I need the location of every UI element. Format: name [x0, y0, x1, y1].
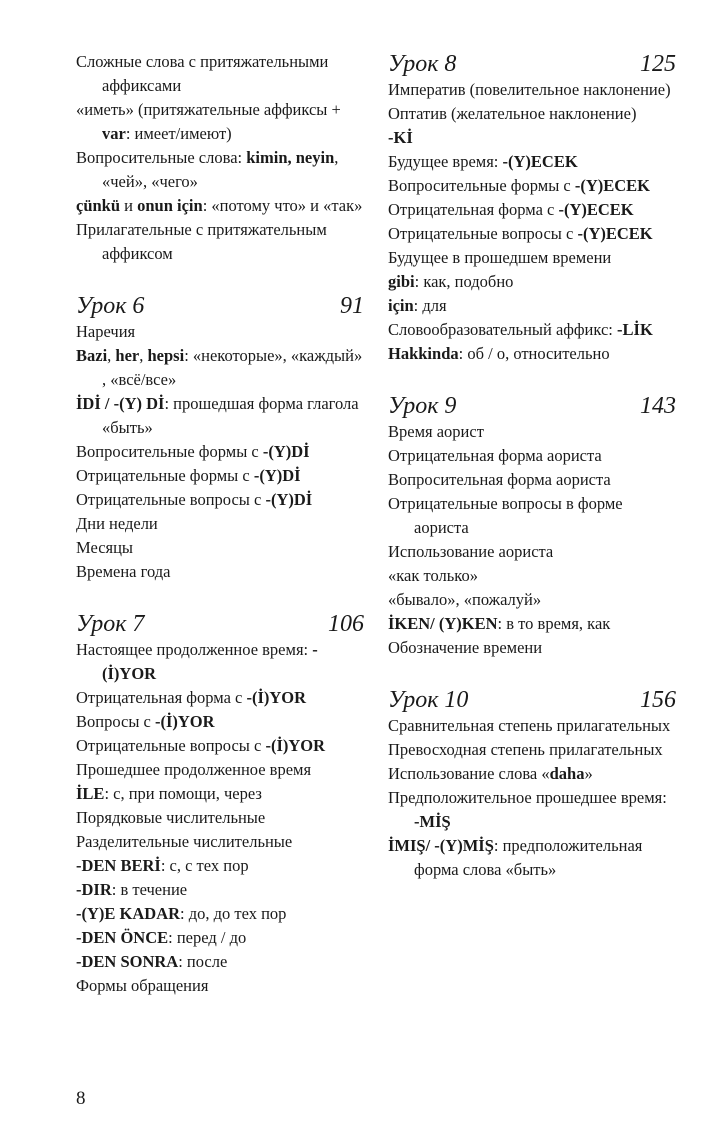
toc-term: İMIŞ/ -(Y)MİŞ	[388, 836, 494, 855]
toc-text: Отрицательная форма аориста	[388, 446, 602, 465]
toc-entry	[388, 762, 676, 786]
toc-term: -(İ)YOR	[102, 640, 318, 683]
toc-term: İDİ / -(Y) Dİ	[76, 394, 165, 413]
lesson-heading	[388, 50, 676, 78]
toc-text: : как, подобно	[414, 272, 514, 291]
toc-text: : перед / до	[168, 928, 247, 947]
toc-text: Времена года	[76, 562, 171, 581]
toc-term: -(Y)ECEK	[577, 224, 653, 243]
toc-term: Bazi	[76, 346, 108, 365]
toc-entry	[76, 560, 364, 584]
toc-entry	[76, 194, 364, 218]
lesson-page: 143	[640, 393, 676, 419]
toc-text: Оптатив (желательное наклонение)	[388, 104, 637, 123]
toc-entry	[76, 710, 364, 734]
toc-entry	[388, 174, 676, 198]
toc-entry	[388, 420, 676, 444]
toc-text: Предположительное прошедшее время:	[388, 788, 667, 807]
toc-text: Формы обращения	[76, 976, 209, 995]
toc-entry	[388, 318, 676, 342]
toc-text: Время аорист	[388, 422, 484, 441]
toc-entry	[76, 344, 364, 392]
toc-text: Дни недели	[76, 514, 158, 533]
lesson-title: Урок 9	[388, 393, 457, 419]
toc-term: -(İ)YOR	[246, 688, 307, 707]
toc-term: -(Y)ECEK	[502, 152, 578, 171]
toc-term: her	[115, 346, 140, 365]
toc-text: Сложные слова с притяжательными аффиксами	[76, 52, 329, 95]
toc-text: Использование слова «	[388, 764, 550, 783]
toc-text: Обозначение времени	[388, 638, 543, 657]
toc-term: -(Y)Dİ	[253, 466, 301, 485]
right-column	[388, 50, 676, 882]
toc-term: Hakkinda	[388, 344, 459, 363]
lesson-heading	[76, 292, 364, 320]
toc-text: ,	[107, 346, 116, 365]
toc-text: Отрицательные вопросы в форме аориста	[388, 494, 623, 537]
toc-entry	[388, 714, 676, 738]
toc-entry	[388, 126, 676, 150]
toc-text: : с, с тех пор	[160, 856, 249, 875]
toc-text: Будущее время:	[388, 152, 503, 171]
toc-text: Разделительные числительные	[76, 832, 293, 851]
lesson-title: Урок 10	[388, 687, 469, 713]
toc-entry	[76, 854, 364, 878]
toc-text: Порядковые числительные	[76, 808, 266, 827]
toc-text: Вопросительные формы с	[76, 442, 263, 461]
toc-text: Наречия	[76, 322, 136, 341]
toc-entry	[388, 540, 676, 564]
toc-text: : «потому что» и «так»	[202, 196, 363, 215]
toc-text: Отрицательные вопросы с	[388, 224, 578, 243]
toc-text: : с, при помощи, через	[104, 784, 262, 803]
toc-text: : предположительная форма слова «быть»	[414, 836, 643, 879]
toc-text: : для	[413, 296, 447, 315]
toc-entry	[388, 612, 676, 636]
lesson-page: 106	[328, 611, 364, 637]
toc-entry	[76, 50, 364, 98]
toc-text: ,	[139, 346, 148, 365]
toc-text: и	[120, 196, 138, 215]
toc-entry	[76, 512, 364, 536]
toc-term: -(İ)YOR	[265, 736, 326, 755]
toc-entry	[76, 950, 364, 974]
toc-text: Прошедшее продолженное время	[76, 760, 312, 779]
toc-text: : в то время, как	[497, 614, 611, 633]
toc-entry	[388, 738, 676, 762]
toc-text: Отрицательные вопросы с	[76, 736, 266, 755]
toc-entry	[388, 198, 676, 222]
toc-entry	[76, 392, 364, 440]
toc-term: İKEN/ (Y)KEN	[388, 614, 498, 633]
toc-term: kimin, neyin	[246, 148, 335, 167]
toc-text: Прилагательные с притяжательным аффиксом	[76, 220, 327, 263]
toc-entry	[76, 830, 364, 854]
toc-term: hepsi	[147, 346, 185, 365]
toc-text: Отрицательная форма с	[76, 688, 247, 707]
toc-entry	[76, 734, 364, 758]
toc-text: : после	[178, 952, 228, 971]
toc-term: -LİK	[617, 320, 653, 339]
toc-term: İLE	[76, 784, 105, 803]
toc-text: , «чей», «чего»	[102, 148, 339, 191]
toc-text: Настоящее продолженное время:	[76, 640, 313, 659]
toc-text: «бывало», «пожалуй»	[388, 590, 542, 609]
lesson-title: Урок 7	[76, 611, 145, 637]
toc-term: gibi	[388, 272, 415, 291]
toc-entry	[388, 150, 676, 174]
toc-text: : до, до тех пор	[180, 904, 287, 923]
toc-entry	[76, 686, 364, 710]
toc-entry	[388, 444, 676, 468]
toc-text: Словообразовательный аффикс:	[388, 320, 618, 339]
toc-term: -(İ)YOR	[154, 712, 215, 731]
toc-text: »	[584, 764, 593, 783]
toc-entry	[76, 536, 364, 560]
toc-entry	[76, 638, 364, 686]
toc-text: Использование аориста	[388, 542, 554, 561]
lesson-page: 156	[640, 687, 676, 713]
toc-entry	[388, 492, 676, 540]
toc-text: Месяцы	[76, 538, 134, 557]
toc-term: için	[388, 296, 414, 315]
toc-text: Отрицательные формы с	[76, 466, 254, 485]
toc-entry	[76, 902, 364, 926]
toc-text: : в течение	[111, 880, 188, 899]
page-number: 8	[76, 1088, 86, 1109]
toc-entry	[388, 342, 676, 366]
toc-text: : прошедшая форма глагола «быть»	[102, 394, 359, 437]
toc-entry	[76, 440, 364, 464]
toc-entry	[388, 222, 676, 246]
toc-entry	[388, 588, 676, 612]
toc-entry	[388, 78, 676, 102]
toc-text: : имеет/имеют)	[125, 124, 232, 143]
toc-term: -Kİ	[388, 128, 413, 147]
toc-entry	[388, 246, 676, 270]
toc-term: çünkü	[76, 196, 121, 215]
toc-term: -DEN SONRA	[76, 952, 179, 971]
toc-entry	[76, 974, 364, 998]
toc-entry	[76, 758, 364, 782]
toc-text: Отрицательные вопросы с	[76, 490, 266, 509]
toc-entry	[388, 294, 676, 318]
toc-entry	[76, 464, 364, 488]
toc-entry	[76, 98, 364, 146]
toc-term: var	[102, 124, 126, 143]
toc-term: -MİŞ	[414, 812, 451, 831]
toc-entry	[388, 834, 676, 882]
left-column	[76, 50, 364, 998]
toc-text: : «некоторые», «каждый» , «всё/все»	[102, 346, 363, 389]
toc-entry	[76, 878, 364, 902]
toc-entry	[76, 488, 364, 512]
toc-text: «как только»	[388, 566, 478, 585]
toc-text: Императив (повелительное наклонение)	[388, 80, 671, 99]
toc-text: Превосходная степень прилагательных	[388, 740, 663, 759]
toc-term: -(Y)Dİ	[262, 442, 310, 461]
lesson-heading	[76, 610, 364, 638]
toc-term: -(Y)ECEK	[574, 176, 651, 195]
toc-term: -(Y)E KADAR	[76, 904, 181, 923]
toc-text: : об / о, относительно	[458, 344, 610, 363]
toc-text: Вопросительные формы с	[388, 176, 575, 195]
toc-text: Отрицательная форма с	[388, 200, 559, 219]
lesson-heading	[388, 686, 676, 714]
toc-text: Вопросы с	[76, 712, 155, 731]
toc-text: Вопросительная форма аориста	[388, 470, 611, 489]
lesson-heading	[388, 392, 676, 420]
toc-term: -DIR	[76, 880, 112, 899]
toc-entry	[76, 782, 364, 806]
toc-term: onun için	[137, 196, 203, 215]
lesson-page: 91	[340, 293, 364, 319]
lesson-title: Урок 8	[388, 51, 457, 77]
toc-term: -(Y)Dİ	[265, 490, 313, 509]
toc-entry	[76, 320, 364, 344]
toc-term: -DEN BERİ	[76, 856, 161, 875]
toc-text: Сравнительная степень прилагательных	[388, 716, 671, 735]
toc-entry	[76, 806, 364, 830]
toc-entry	[388, 636, 676, 660]
lesson-page: 125	[640, 51, 676, 77]
toc-text: Вопросительные слова:	[76, 148, 247, 167]
toc-term: daha	[549, 764, 585, 783]
lesson-title: Урок 6	[76, 293, 145, 319]
toc-entry	[388, 270, 676, 294]
toc-text: Будущее в прошедшем времени	[388, 248, 612, 267]
toc-entry	[388, 786, 676, 834]
toc-term: -(Y)ECEK	[558, 200, 634, 219]
toc-entry	[388, 564, 676, 588]
toc-entry	[76, 926, 364, 950]
toc-text: «иметь» (притяжательные аффиксы +	[76, 100, 341, 119]
toc-entry	[388, 468, 676, 492]
toc-entry	[76, 146, 364, 194]
toc-entry	[76, 218, 364, 266]
toc-term: -DEN ÖNCE	[76, 928, 169, 947]
toc-entry	[388, 102, 676, 126]
